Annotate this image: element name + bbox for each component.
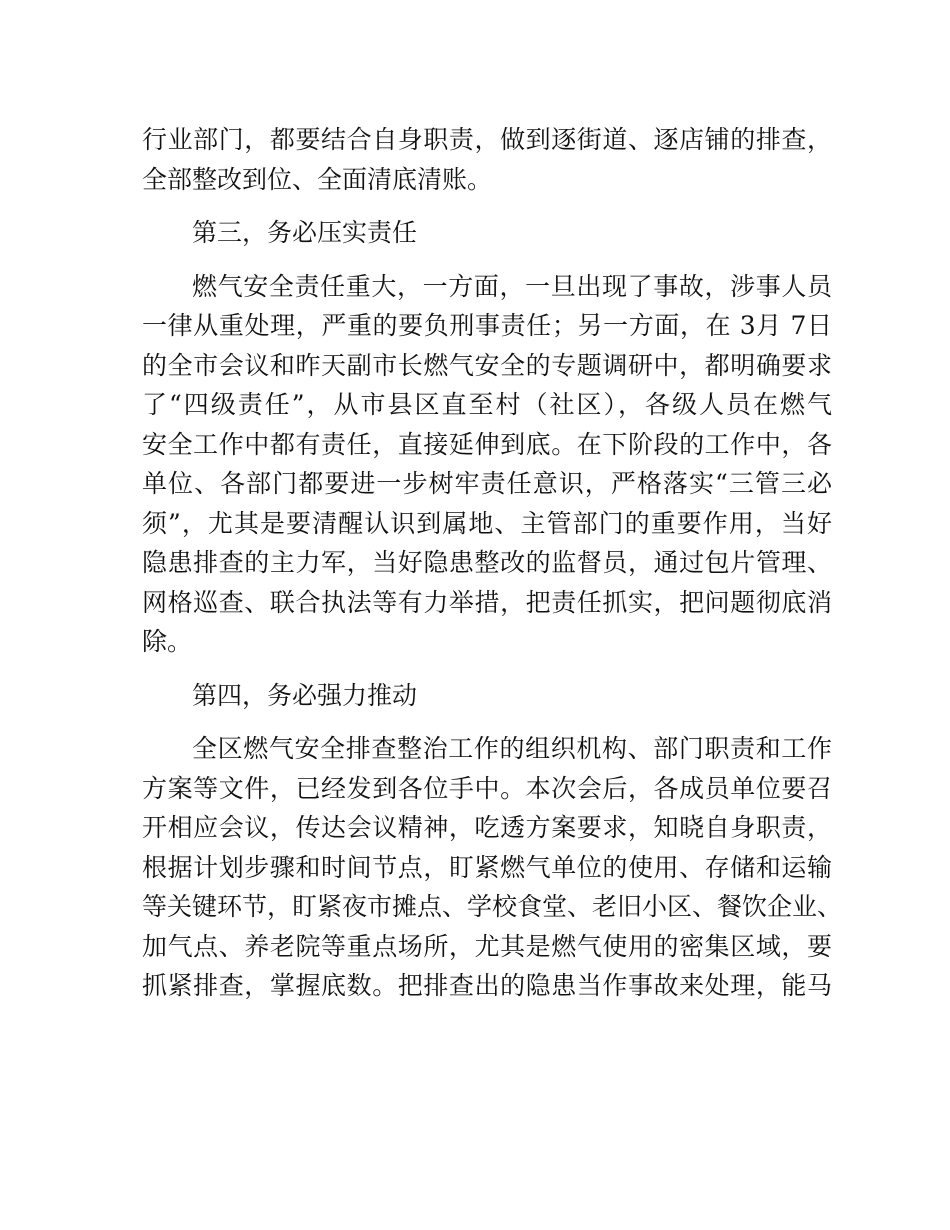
paragraph-responsibility — [142, 267, 832, 662]
section-heading-fourth — [142, 676, 832, 716]
text-line: 全区燃气安全排查整治工作的组织机构、部门职责和工作 — [192, 734, 832, 763]
text-line: 一律从重处理，严重的要负刑事责任；另一方面，在 3月 7日 — [142, 311, 832, 340]
text-line: 加气点、养老院等重点场所，尤其是燃气使用的密集区域，要 — [142, 931, 832, 961]
document-body — [142, 120, 843, 1006]
heading-line: 第四，务必强力推动 — [192, 680, 418, 710]
text-line: 须”，尤其是要清醒认识到属地、主管部门的重要作用，当好 — [142, 508, 832, 538]
paragraph-continuation — [142, 120, 832, 199]
text-line: 的全市会议和昨天副市长燃气安全的专题调研中，都明确要求 — [142, 350, 832, 380]
paragraph-promotion — [142, 729, 843, 1006]
text-line: 燃气安全责任重大，一方面，一旦出现了事故，涉事人员 — [192, 271, 832, 301]
text-line: 隐患排查的主力军，当好隐患整改的监督员，通过包片管理、 — [142, 548, 832, 577]
text-line: 了“四级责任”，从市县区直至村（社区），各级人员在燃气 — [142, 390, 832, 419]
text-line: 根据计划步骤和时间节点，盯紧燃气单位的使用、存储和运输 — [142, 852, 832, 882]
section-heading-third — [142, 213, 832, 253]
text-line: 安全工作中都有责任，直接延伸到底。在下阶段的工作中，各 — [142, 429, 832, 459]
heading-line: 第三，务必压实责任 — [192, 218, 418, 247]
text-line: 抓紧排查，掌握底数。把排查出的隐患当作事故来处理，能马 — [142, 971, 832, 1000]
text-line: 方案等文件，已经发到各位手中。本次会后，各成员单位要召 — [142, 773, 832, 803]
text-line: 开相应会议，传达会议精神，吃透方案要求，知晓自身职责， — [142, 813, 832, 842]
text-line: 除。 — [142, 627, 193, 656]
text-line: 网格巡查、联合执法等有力举措，把责任抓实，把问题彻底消 — [142, 587, 832, 617]
text-line: 单位、各部门都要进一步树牢责任意识，严格落实“三管三必 — [142, 469, 832, 498]
text-line: 等关键环节，盯紧夜市摊点、学校食堂、老旧小区、餐饮企业、 — [142, 892, 843, 921]
text-line: 全部整改到位、全面清底清账。 — [142, 164, 493, 194]
text-line: 行业部门，都要结合自身职责，做到逐街道、逐店铺的排查， — [142, 125, 832, 154]
